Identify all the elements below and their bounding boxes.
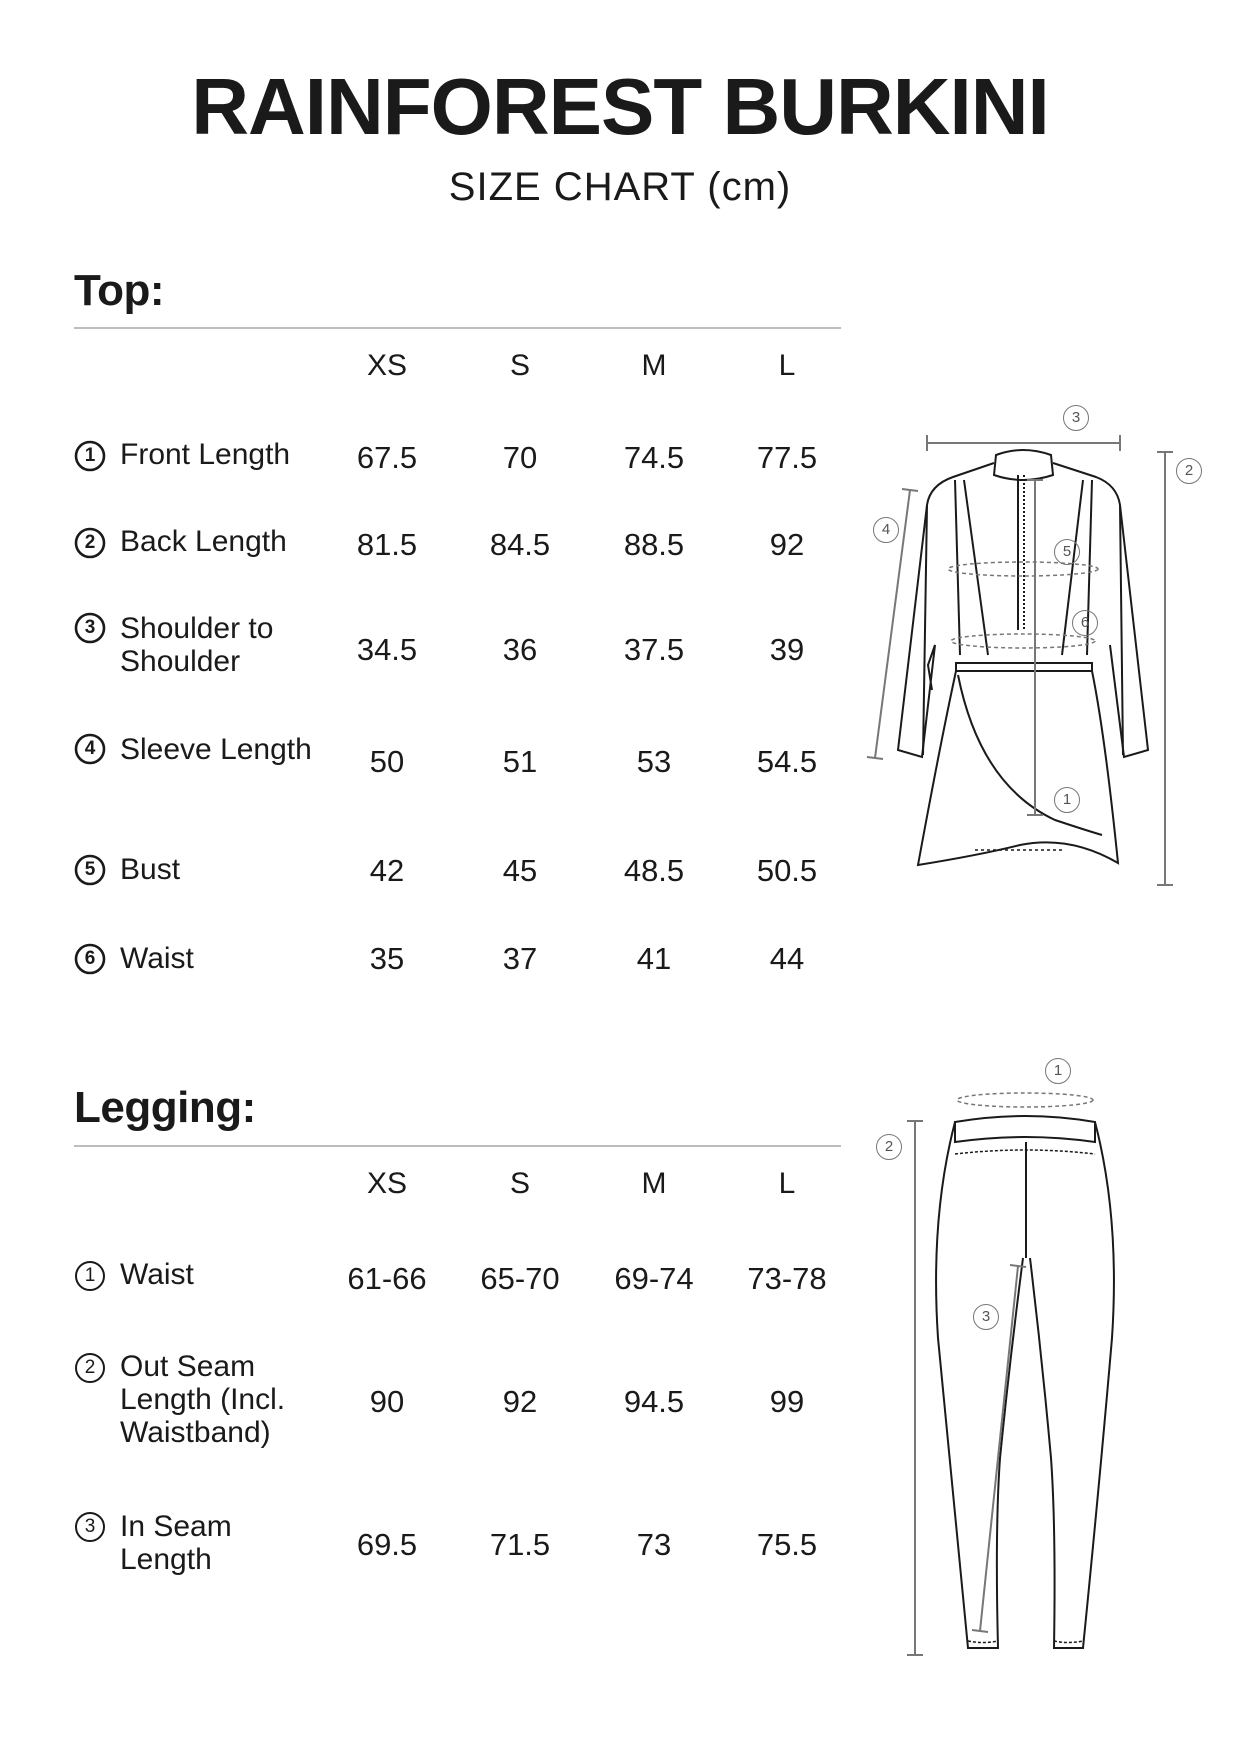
top-value-bust-xs: 42 (369, 853, 405, 888)
top-diagram-marker-5: 5 (1054, 539, 1080, 565)
legging-value-out-seam-l: 99 (769, 1384, 805, 1419)
top-value-shoulder-s: 36 (502, 632, 538, 667)
legging-value-waist-xs: 61-66 (347, 1261, 427, 1296)
legging-row-label-waist: Waist (120, 1258, 194, 1291)
top-row-label-front-length: Front Length (120, 438, 291, 471)
circled-number-icon: 6 (74, 943, 106, 975)
top-value-sleeve-s: 51 (502, 744, 538, 779)
top-value-waist-m: 41 (636, 941, 672, 976)
top-value-waist-xs: 35 (369, 941, 405, 976)
top-value-back-length-xs: 81.5 (356, 527, 418, 562)
top-section-title: Top: (74, 266, 165, 315)
legging-size-header-m: M (641, 1167, 667, 1200)
top-value-bust-l: 50.5 (756, 853, 818, 888)
legging-value-out-seam-xs: 90 (369, 1384, 405, 1419)
top-size-header-s: S (509, 349, 530, 382)
legging-diagram-marker-3: 3 (973, 1304, 999, 1330)
top-value-front-length-m: 74.5 (623, 440, 685, 475)
circled-number-icon: 3 (74, 612, 106, 644)
top-size-header-l: L (778, 349, 796, 382)
legging-size-header-l: L (778, 1167, 796, 1200)
legging-diagram-marker-1: 1 (1045, 1058, 1071, 1084)
top-size-header-m: M (641, 349, 667, 382)
top-value-shoulder-m: 37.5 (623, 632, 685, 667)
top-value-sleeve-xs: 50 (369, 744, 405, 779)
top-row-label-bust: Bust (120, 853, 181, 886)
top-row-label-sleeve-length: Sleeve Length (120, 733, 312, 766)
top-value-shoulder-l: 39 (769, 632, 805, 667)
legging-diagram-marker-2: 2 (876, 1134, 902, 1160)
top-value-sleeve-m: 53 (636, 744, 672, 779)
top-diagram-marker-3: 3 (1063, 405, 1089, 431)
top-row-label-waist: Waist (120, 942, 194, 975)
top-row-label-back-length: Back Length (120, 525, 287, 558)
top-value-bust-s: 45 (502, 853, 538, 888)
legging-value-out-seam-m: 94.5 (623, 1384, 685, 1419)
top-value-back-length-s: 84.5 (489, 527, 551, 562)
top-diagram-marker-2: 2 (1176, 458, 1202, 484)
legging-value-waist-l: 73-78 (747, 1261, 827, 1296)
circled-number-icon: 1 (74, 440, 106, 472)
legging-diagram (870, 1058, 1150, 1658)
top-value-back-length-l: 92 (769, 527, 805, 562)
legging-value-waist-s: 65-70 (480, 1261, 560, 1296)
page-title: RAINFOREST BURKINI (191, 62, 1049, 151)
top-divider (74, 327, 841, 329)
top-value-sleeve-l: 54.5 (756, 744, 818, 779)
legging-section-title: Legging: (74, 1083, 256, 1132)
top-value-waist-l: 44 (769, 941, 805, 976)
top-value-back-length-m: 88.5 (623, 527, 685, 562)
legging-size-header-xs: XS (366, 1167, 408, 1200)
circled-number-icon: 3 (74, 1511, 106, 1543)
legging-row-label-out-seam: Out Seam Length (Incl. Waistband) (120, 1350, 286, 1449)
top-size-header-xs: XS (366, 349, 408, 382)
legging-value-waist-m: 69-74 (614, 1261, 694, 1296)
circled-number-icon: 1 (74, 1260, 106, 1292)
legging-value-in-seam-l: 75.5 (756, 1527, 818, 1562)
legging-size-header-s: S (509, 1167, 530, 1200)
top-value-waist-s: 37 (502, 941, 538, 976)
page-subtitle: SIZE CHART (cm) (448, 165, 792, 209)
top-value-bust-m: 48.5 (623, 853, 685, 888)
circled-number-icon: 5 (74, 854, 106, 886)
legging-value-in-seam-xs: 69.5 (356, 1527, 418, 1562)
burkini-top-diagram (860, 405, 1220, 905)
top-value-front-length-l: 77.5 (756, 440, 818, 475)
legging-value-in-seam-m: 73 (636, 1527, 672, 1562)
legging-row-label-in-seam: In Seam Length (120, 1510, 232, 1576)
circled-number-icon: 2 (74, 1352, 106, 1384)
top-value-front-length-xs: 67.5 (356, 440, 418, 475)
top-value-shoulder-xs: 34.5 (356, 632, 418, 667)
top-value-front-length-s: 70 (502, 440, 538, 475)
circled-number-icon: 4 (74, 733, 106, 765)
legging-divider (74, 1145, 841, 1147)
legging-value-out-seam-s: 92 (502, 1384, 538, 1419)
top-row-label-shoulder-to-shoulder: Shoulder to Shoulder (120, 612, 274, 678)
circled-number-icon: 2 (74, 527, 106, 559)
top-diagram-marker-1: 1 (1054, 787, 1080, 813)
top-diagram-marker-6: 6 (1072, 610, 1098, 636)
top-diagram-marker-4: 4 (873, 517, 899, 543)
legging-value-in-seam-s: 71.5 (489, 1527, 551, 1562)
